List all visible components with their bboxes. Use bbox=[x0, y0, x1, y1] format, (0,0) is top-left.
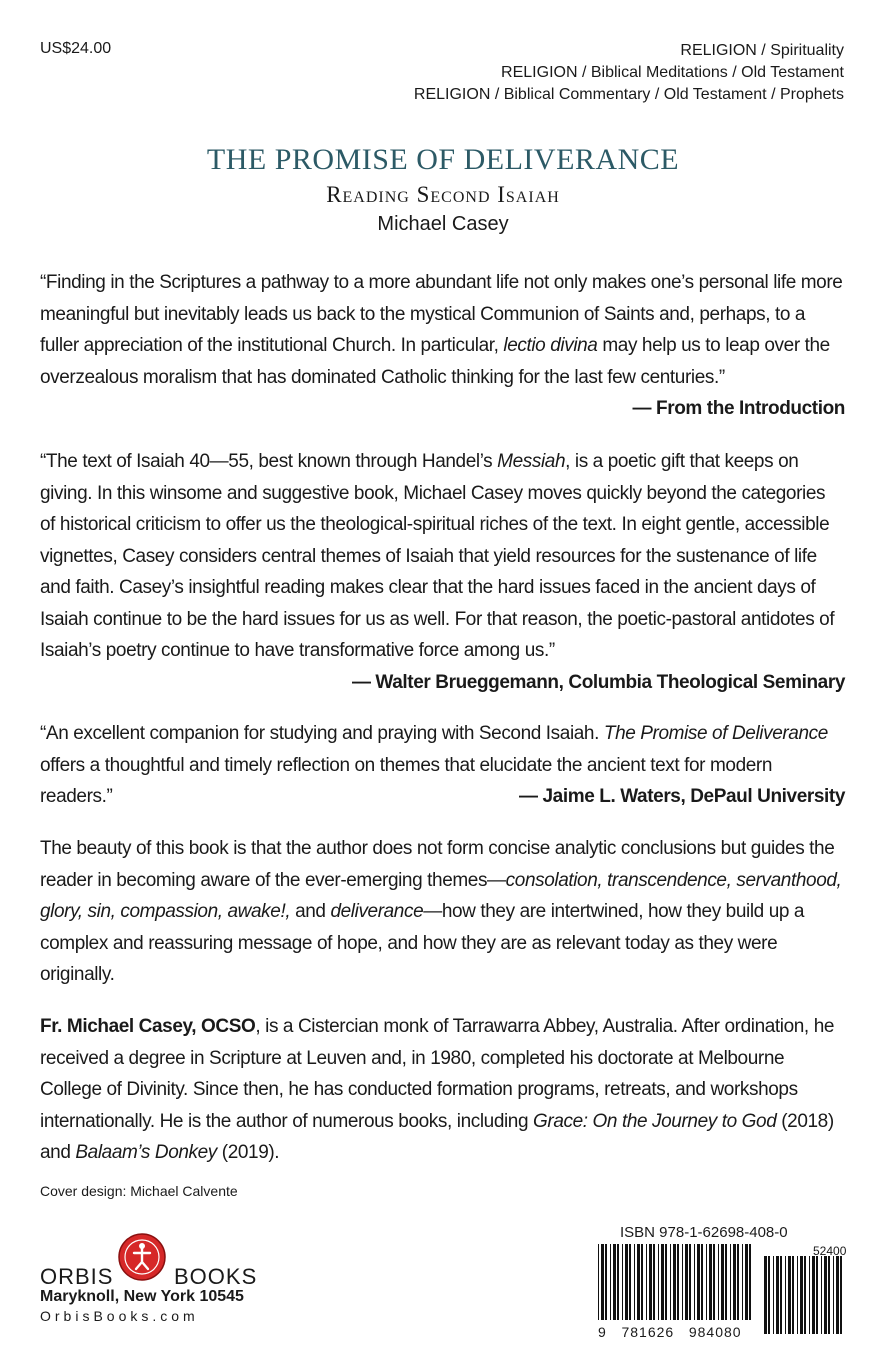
book-description: The beauty of this book is that the author does not form concise analytic conclusions but guides the reader in becoming aware of the ever-emerging themes—consolation, transcendence, servanthood, glory, sin, compassion, awake!, and deliverance—how they are intertwined, how they build up a complex and reassuring message of hope, and how they are as relevant today as they were originally. bbox=[40, 838, 842, 985]
author-name: Fr. Michael Casey, OCSO bbox=[40, 1016, 256, 1037]
cover-design-credit: Cover design: Michael Calvente bbox=[40, 1183, 238, 1199]
quote-emphasis: The Promise of Deliverance bbox=[603, 723, 828, 744]
quote-waters bbox=[40, 718, 845, 813]
quote-emphasis: Messiah bbox=[497, 451, 566, 472]
publisher-name-left: ORBIS bbox=[40, 1264, 114, 1289]
category-line: RELIGION / Spirituality bbox=[680, 42, 844, 59]
quote-text: “The text of Isaiah 40—55, best known through Handel’s bbox=[40, 451, 498, 472]
publisher-name-right: BOOKS bbox=[174, 1264, 258, 1289]
publisher-website: OrbisBooks.com bbox=[40, 1308, 199, 1324]
publisher-location: Maryknoll, New York 10545 bbox=[40, 1288, 244, 1305]
quote-text: offers a thoughtful and timely reflection on themes that elucidate the ancient text for modern readers.” bbox=[40, 754, 773, 807]
quote-emphasis: lectio divina bbox=[503, 335, 598, 356]
quote-attribution: — Jaime L. Waters, DePaul University bbox=[519, 786, 845, 807]
category-list bbox=[414, 40, 844, 106]
quote-text: , is a poetic gift that keeps on giving. In this winsome and suggestive book, Michael Casey moves quickly beyond the categories of historical criticism to offer us the theological-spiritual riches of the text. In eight gentle, accessible vignettes, Casey considers central themes of Isaiah that yield resources for the sustenance of life and faith. Casey’s insightful reading makes clear that the hard issues faced in the ancient days of Isaiah continue to be the hard issues for us as well. For that reason, the poetic-pastoral antidotes of Isaiah’s poetry continue to have transformative force among us.” bbox=[40, 451, 835, 661]
title-block bbox=[0, 142, 886, 238]
orbis-globe-icon bbox=[117, 1232, 167, 1282]
publisher-logo bbox=[40, 1232, 260, 1328]
quote-brueggemann bbox=[40, 446, 845, 698]
quote-attribution: — From the Introduction bbox=[632, 398, 845, 419]
quote-attribution: — Walter Brueggemann, Columbia Theological Seminary bbox=[351, 671, 845, 693]
barcode-price-code: 52400 bbox=[813, 1244, 847, 1258]
barcode-digits: 9 781626 984080 bbox=[598, 1324, 742, 1340]
book-author: Michael Casey bbox=[377, 213, 509, 235]
quote-text: “An excellent companion for studying and praying with Second Isaiah. bbox=[40, 723, 604, 744]
book-title: THE PROMISE OF DELIVERANCE bbox=[206, 143, 680, 176]
category-line: RELIGION / Biblical Meditations / Old Testament bbox=[501, 64, 844, 81]
quote-text: “Finding in the Scriptures a pathway to a more abundant life not only makes one’s personal life more meaningful but inevitably leads us back to the mystical Communion of Saints and, perhaps, to a fuller appreciation of the institutional Church. In particular, bbox=[40, 272, 843, 356]
isbn-label: ISBN 978-1-62698-408-0 bbox=[620, 1224, 788, 1241]
author-bio: Fr. Michael Casey, OCSO, is a Cistercian monk of Tarrawarra Abbey, Australia. After ordination, he received a degree in Scripture at Leuven and, in 1980, completed his doctorate at Melbourne College of Divinity. Since then, he has conducted formation programs, retreats, and workshops internationally. He is the author of numerous books, including Grace: On the Journey to God (2018) and Balaam’s Donkey (2019). bbox=[40, 1016, 835, 1163]
book-subtitle: Reading Second Isaiah bbox=[326, 182, 560, 207]
quote-introduction bbox=[40, 267, 845, 425]
quote-text: may help us to leap over the overzealous moralism that has dominated Catholic thinking for the last few centuries.” bbox=[40, 335, 830, 388]
price-label: US$24.00 bbox=[40, 40, 112, 57]
category-line: RELIGION / Biblical Commentary / Old Testament / Prophets bbox=[413, 86, 844, 103]
